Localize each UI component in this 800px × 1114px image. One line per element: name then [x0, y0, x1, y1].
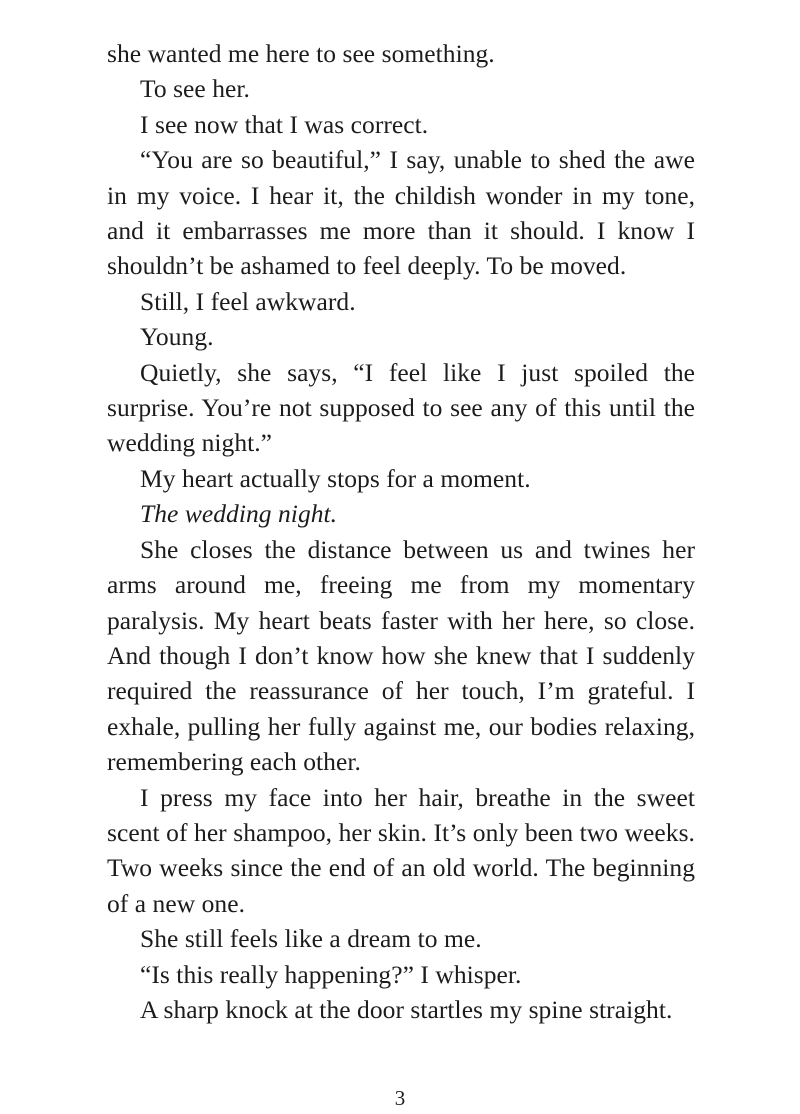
- paragraph: She closes the distance between us and twines her arms around me, freeing me from my momentary paralysis. My heart beats faster with her here, so close. And though I don’t know how she knew that I suddenly required the reassurance of her touch, I’m grateful. I exhale, pulling her fully against me, our bodies relaxing, remembering each other.: [107, 534, 695, 777]
- paragraph: To see her.: [140, 74, 250, 104]
- paragraph: I see now that I was correct.: [140, 109, 429, 139]
- paragraph: A sharp knock at the door startles my spine straight.: [140, 994, 673, 1024]
- paragraph-emphasis: The wedding night.: [140, 499, 338, 529]
- paragraph: Still, I feel awkward.: [140, 286, 356, 316]
- paragraph: Quietly, she says, “I feel like I just spoiled the surprise. You’re not supposed to see any of this until the wedding night.”: [107, 357, 695, 458]
- paragraph: Young.: [140, 322, 214, 352]
- paragraph: My heart actually stops for a moment.: [140, 463, 531, 493]
- page-text-block: [107, 36, 695, 1027]
- paragraph: “You are so beautiful,” I say, unable to shed the awe in my voice. I hear it, the childish wonder in my tone, and it embarrasses me more than it should. I know I shouldn’t be ashamed to feel deeply. To be moved.: [107, 145, 695, 281]
- page-number: 3: [394, 1086, 406, 1110]
- paragraph: “Is this really happening?” I whisper.: [140, 959, 522, 989]
- paragraph: She still feels like a dream to me.: [140, 924, 482, 954]
- paragraph: I press my face into her hair, breathe in the sweet scent of her shampoo, her skin. It’s only been two weeks. Two weeks since the end of an old world. The beginning of a new one.: [107, 782, 695, 918]
- paragraph: she wanted me here to see something.: [107, 39, 495, 68]
